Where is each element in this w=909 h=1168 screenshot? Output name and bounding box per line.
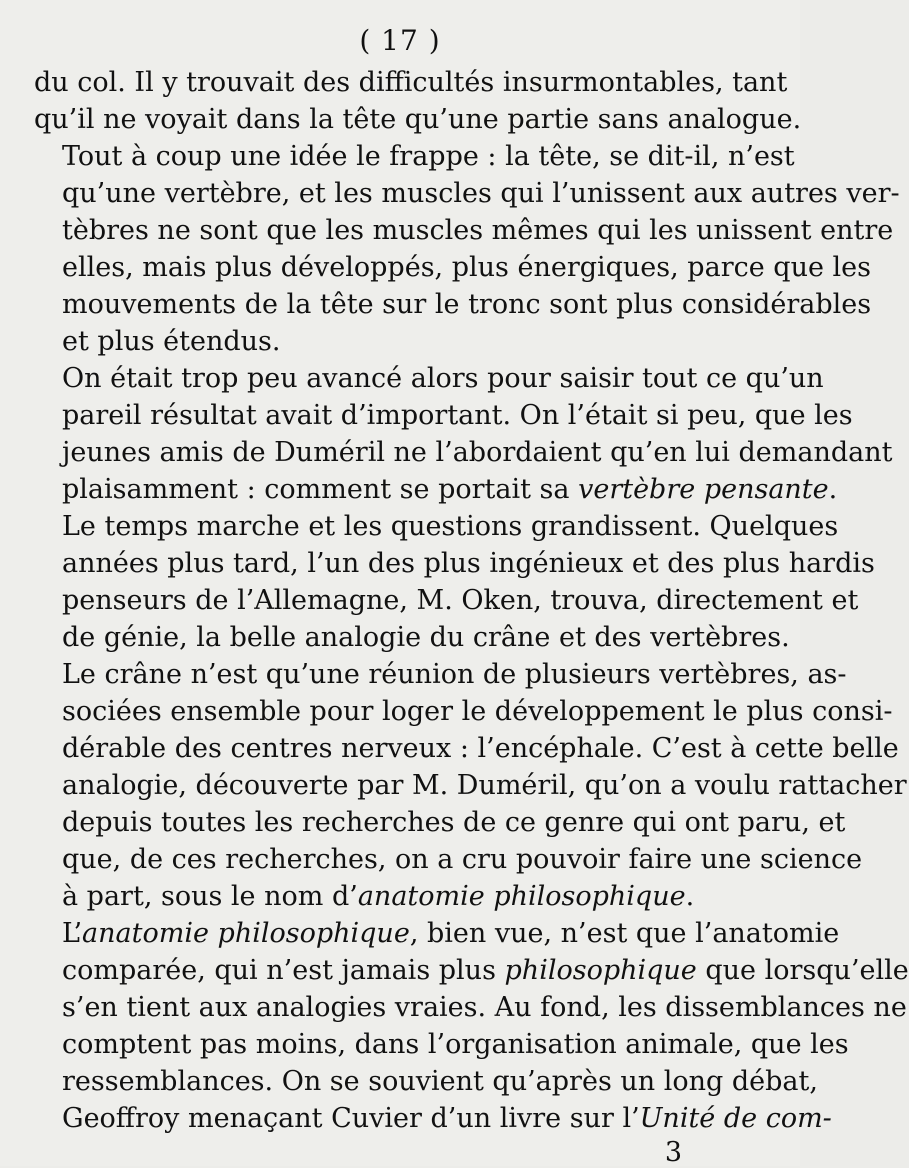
text-fragment: . bbox=[685, 881, 695, 912]
text-line bbox=[34, 471, 838, 508]
text-line: analogie, découverte par M. Duméril, qu’on a voulu rattacher bbox=[62, 770, 907, 801]
text-fragment: plaisamment : comment se portait sa bbox=[62, 474, 579, 505]
signature-mark: 3 bbox=[664, 1137, 682, 1168]
text-line: elles, mais plus développés, plus énergiques, parce que les bbox=[62, 252, 871, 283]
italic-phrase: vertèbre pensante bbox=[578, 474, 829, 505]
text-fragment: à part, sous le nom d’ bbox=[62, 881, 358, 912]
text-fragment: , bien vue, n’est que l’anatomie bbox=[409, 918, 840, 949]
paragraph-3 bbox=[34, 360, 893, 508]
text-line: jeunes amis de Duméril ne l’abordaient qu’en lui demandant bbox=[62, 437, 893, 468]
text-line: de génie, la belle analogie du crâne et des vertèbres. bbox=[62, 622, 790, 653]
text-line: mouvements de la tête sur le tronc sont plus considérables bbox=[62, 289, 872, 320]
text-fragment: que lorsqu’elle bbox=[696, 955, 909, 986]
text-line: Le crâne n’est qu’une réunion de plusieurs vertèbres, as- bbox=[62, 659, 847, 690]
text-line: Le temps marche et les questions grandissent. Quelques bbox=[62, 511, 839, 542]
text-line: qu’il ne voyait dans la tête qu’une partie sans analogue. bbox=[34, 104, 802, 135]
text-line: pareil résultat avait d’important. On l’était si peu, que les bbox=[62, 400, 853, 431]
text-line: ressemblances. On se souvient qu’après un long débat, bbox=[62, 1066, 818, 1097]
text-line: tèbres ne sont que les muscles mêmes qui les unissent entre bbox=[62, 215, 894, 246]
text-line: s’en tient aux analogies vraies. Au fond, les dissemblances ne bbox=[62, 992, 907, 1023]
italic-phrase: anatomie philosophique bbox=[357, 881, 686, 912]
text-line: dérable des centres nerveux : l’encéphale. C’est à cette belle bbox=[62, 733, 899, 764]
text-line: depuis toutes les recherches de ce genre qui ont paru, et bbox=[62, 807, 846, 838]
text-fragment: Geoffroy menaçant Cuvier d’un livre sur l’ bbox=[62, 1103, 640, 1134]
text-line: qu’une vertèbre, et les muscles qui l’unissent aux autres ver- bbox=[62, 178, 900, 209]
paragraph-5 bbox=[34, 656, 907, 915]
text-line: On était trop peu avancé alors pour saisir tout ce qu’un bbox=[62, 363, 824, 394]
text-line: et plus étendus. bbox=[62, 326, 281, 357]
text-line bbox=[34, 878, 768, 915]
italic-phrase: Unité de com- bbox=[639, 1103, 832, 1134]
text-line: du col. Il y trouvait des difficultés insurmontables, tant bbox=[34, 67, 788, 98]
text-fragment: . bbox=[828, 474, 838, 505]
text-fragment: L’ bbox=[62, 918, 83, 949]
text-fragment: comparée, qui n’est jamais plus bbox=[62, 955, 505, 986]
paragraph-2 bbox=[34, 138, 900, 360]
text-line bbox=[34, 915, 840, 952]
italic-phrase: anatomie philosophique bbox=[82, 918, 410, 949]
text-line: comptent pas moins, dans l’organisation animale, que les bbox=[62, 1029, 849, 1060]
text-line bbox=[34, 1100, 832, 1137]
paragraph-4 bbox=[34, 508, 875, 656]
italic-phrase: philosophique bbox=[504, 955, 697, 986]
page-number: ( 17 ) bbox=[359, 24, 441, 57]
text-line: que, de ces recherches, on a cru pouvoir faire une science bbox=[62, 844, 863, 875]
text-line: sociées ensemble pour loger le développement le plus consi- bbox=[62, 696, 893, 727]
text-line bbox=[34, 952, 909, 989]
paragraph-6 bbox=[34, 915, 909, 1137]
body-text bbox=[34, 64, 909, 1137]
text-line: années plus tard, l’un des plus ingénieux et des plus hardis bbox=[62, 548, 875, 579]
paragraph-1 bbox=[34, 64, 802, 138]
text-line: penseurs de l’Allemagne, M. Oken, trouva, directement et bbox=[62, 585, 859, 616]
text-line: Tout à coup une idée le frappe : la tête, se dit-il, n’est bbox=[62, 141, 795, 172]
